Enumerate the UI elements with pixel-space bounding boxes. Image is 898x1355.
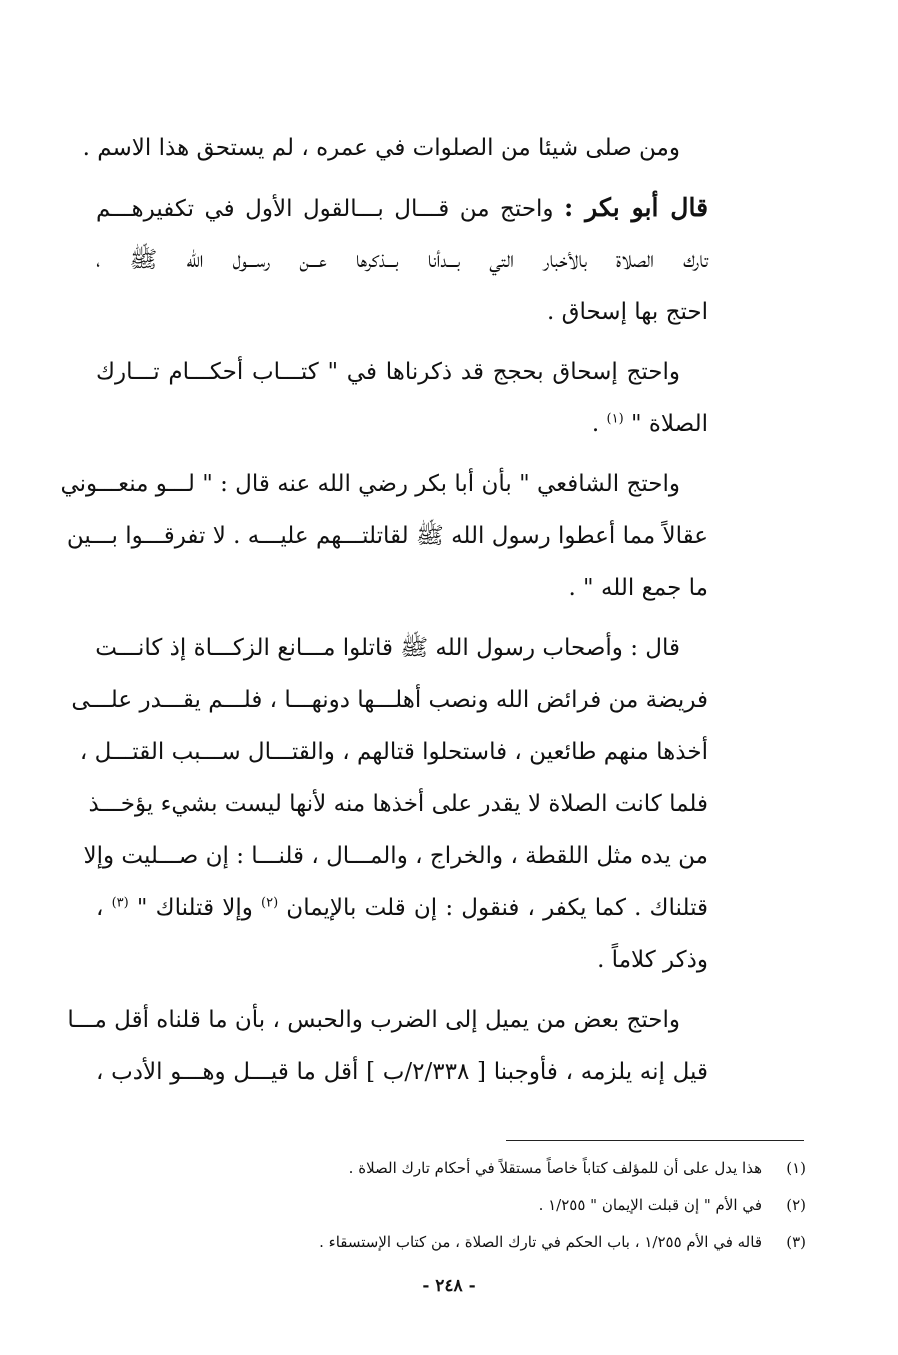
text-line-content: ، (96, 895, 104, 921)
text-line (96, 234, 708, 286)
text-line-content: واحتج إسحاق بحجج قد ذكرناها في " كتـــاب أحكـــام تـــارك (96, 359, 680, 385)
text-line (71, 674, 708, 726)
text-line-content: . (591, 411, 600, 437)
text-line (96, 934, 708, 986)
text-line (96, 286, 708, 338)
text-line-content: احتج بها إسحاق . (546, 299, 708, 325)
footnote-2 (96, 1187, 806, 1224)
text-line (79, 726, 708, 778)
footnote-text: هذا يدل على أن للمؤلف كتاباً خاصاً مستقلاً في أحكام تارك الصلاة . (348, 1159, 762, 1177)
text-line (60, 458, 708, 510)
text-line-content: قيل إنه يلزمه ، فأوجبنا [ ٢/٣٣٨/ب ] أقل ما قيـــل وهـــو الأدب ، (96, 1059, 708, 1085)
footnote-marker-2: (٢) (261, 895, 279, 911)
text-line-content: عقالاً مما أعطوا رسول الله ﷺ لقاتلتـــهم عليـــه . لا تفرقـــوا بـــين (66, 523, 708, 549)
text-line-content: تارك الصلاة بالأخبار التي بـــدأنا بـــذكرها عـــن رســـول الله ﷺ ، (96, 247, 708, 273)
text-line-content: قال : وأصحاب رسول الله ﷺ قاتلوا مـــانع الزكـــاة إذ كانـــت (95, 635, 680, 661)
footnote-1 (96, 1150, 806, 1187)
footnote-3 (96, 1224, 806, 1261)
text-line-content: فلما كانت الصلاة لا يقدر على أخذها منه لأنها ليست بشيء يؤخـــذ (88, 791, 708, 817)
footnote-marker-3: (٣) (111, 895, 129, 911)
text-line-content: قتلناك . كما يكفر ، فنقول : إن قلت بالإيمان (286, 895, 709, 921)
footnote-marker-1: (١) (606, 411, 624, 427)
footnote-number: (١) (786, 1159, 806, 1177)
footnote-divider (506, 1140, 804, 1141)
footnote-text: في الأم " إن قبلت الإيمان " ١/٢٥٥ . (538, 1196, 762, 1214)
text-line (96, 346, 708, 398)
footnote-number: (٢) (786, 1196, 806, 1214)
footnote-number: (٣) (786, 1233, 806, 1251)
footnotes (96, 1150, 806, 1261)
text-line-content: فريضة من فرائض الله ونصب أهلـــها دونهـــا ، فلـــم يقـــدر علـــى (71, 687, 708, 713)
text-line (88, 778, 708, 830)
text-line-content: أخذها منهم طائعين ، فاستحلوا قتالهم ، والقتـــال ســـبب القتـــل ، (79, 739, 708, 765)
text-line (96, 622, 708, 674)
page-number: - ٢٤٨ - (422, 1276, 476, 1296)
text-line (96, 562, 708, 614)
text-line-content: ومن صلى شيئا من الصلوات في عمره ، لم يستحق هذا الاسم . (82, 135, 680, 161)
text-line-content: واحتج من قـــال بـــالقول الأول في تكفيرهـــم (96, 196, 554, 222)
text-line-content: واحتج بعض من يميل إلى الضرب والحبس ، بأن ما قلناه أقل مـــا (67, 1007, 680, 1033)
text-line-content: الصلاة " (630, 411, 708, 437)
text-line (66, 510, 708, 562)
text-line (83, 830, 708, 882)
author-lead: قال أبو بكر : (564, 193, 709, 222)
text-line (67, 994, 708, 1046)
text-line (82, 122, 708, 174)
main-text (60, 122, 709, 1098)
text-line-content: من يده مثل اللقطة ، والخراج ، والمـــال ، قلنـــا : إن صـــليت وإلا (83, 843, 708, 869)
footnote-text: قاله في الأم ١/٢٥٥ ، باب الحكم في تارك الصلاة ، من كتاب الإستسقاء . (319, 1233, 762, 1251)
text-line (96, 882, 708, 934)
text-line (96, 1046, 708, 1098)
text-line (96, 398, 708, 450)
text-line (96, 182, 708, 234)
text-line-content: وإلا قتلناك " (136, 895, 253, 921)
text-line-content: وذكر كلاماً . (597, 947, 708, 973)
text-line-content: ما جمع الله " . (568, 575, 708, 601)
text-line-content: واحتج الشافعي " بأن أبا بكر رضي الله عنه قال : " لـــو منعـــوني (60, 471, 680, 497)
